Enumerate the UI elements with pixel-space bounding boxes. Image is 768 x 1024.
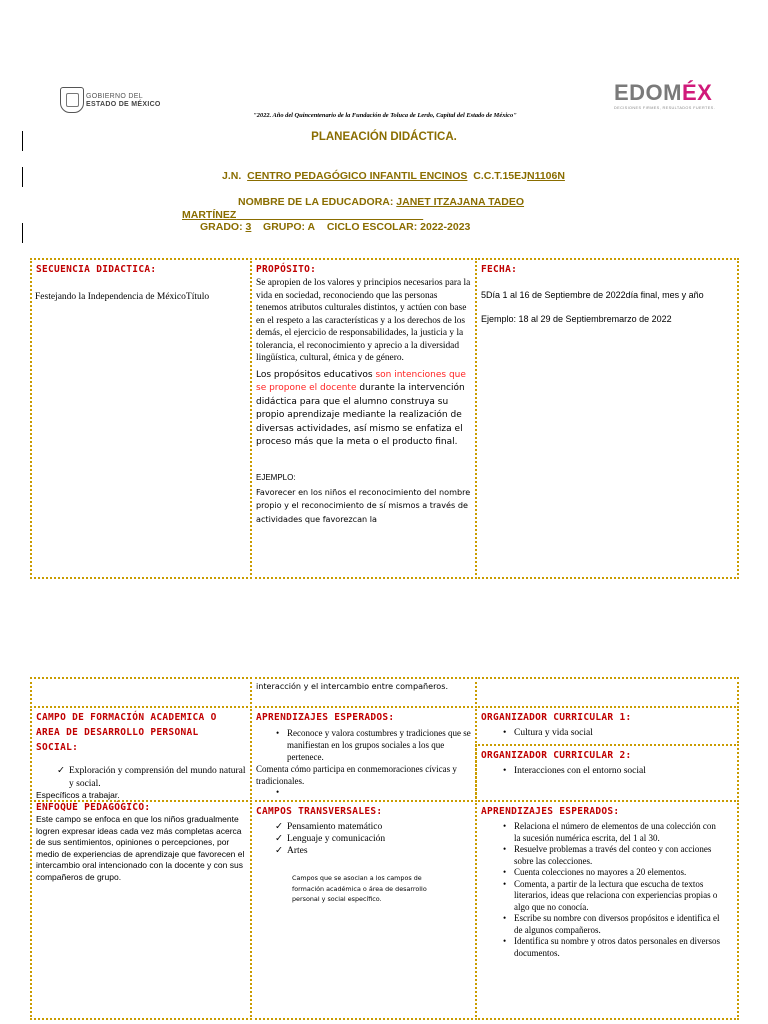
aprendizajes-1-list xyxy=(252,727,475,763)
secuencia-cell xyxy=(30,258,252,579)
transversales-label: CAMPOS TRANSVERSALES: xyxy=(256,806,383,817)
organizador-1-list xyxy=(477,727,737,740)
aprendizajes-2-list xyxy=(477,821,737,959)
proposito-note: Los propósitos educativos son intenciones que se propone el docente durante la intervención didáctica para que el alumno construya su propio aprendizaje mediante la realización de diversas actividades, así mismo se enfatiza el proceso más que la meta o el producto final. xyxy=(256,369,466,447)
list-item: • Identifica su nombre y otros datos personales en diversos documentos. xyxy=(501,936,723,959)
campo-cell xyxy=(30,706,252,802)
list-item: • Relaciona el número de elementos de una colección con la sucesión numérica escrita, del 1 al 30. xyxy=(501,821,723,844)
campo-list xyxy=(32,757,250,790)
list-item: • Cultura y vida social xyxy=(501,727,733,740)
educator-line: NOMBRE DE LA EDUCADORA: JANET ITZAJANA TADEO xyxy=(238,196,525,208)
especificos-text: Específicos a trabajar. xyxy=(36,790,120,800)
grade-line: GRADO: 3 GRUPO: A CICLO ESCOLAR: 2022-2023 xyxy=(200,221,471,233)
secuencia-label: SECUENCIA DIDACTICA: xyxy=(36,264,157,275)
ejemplo-label: EJEMPLO: xyxy=(256,472,296,482)
margin-bar xyxy=(22,223,23,243)
list-item: • Escribe su nombre con diversos propósitos e identifica el de algunos compañeros. xyxy=(501,913,723,936)
gov-edomex-logo xyxy=(60,87,180,115)
aprendizajes-1-extra: Comenta cómo participa en conmemoraciones cívicas y tradicionales. xyxy=(256,764,457,786)
educator-name: JANET ITZAJANA TADEO xyxy=(396,196,525,208)
campo-label: CAMPO DE FORMACIÓN ACADEMICA O AREA DE DESARROLLO PERSONAL SOCIAL: xyxy=(36,712,217,753)
gov-logo-text: GOBIERNO DEL ESTADO DE MÉXICO xyxy=(86,93,161,108)
list-item: • Resuelve problemas a través del conteo y con acciones sobre las colecciones. xyxy=(501,844,723,867)
empty-cell xyxy=(30,677,252,708)
list-item: • Cuenta colecciones no mayores a 20 elementos. xyxy=(501,867,723,879)
transversales-cell xyxy=(250,800,477,1020)
edomex-logo: EDOMÉX DECISIONES FIRMES, RESULTADOS FUERTES. xyxy=(614,80,716,110)
list-item: ✓ Artes xyxy=(274,845,475,857)
organizador-2-list xyxy=(477,765,737,778)
educator-line-2: MARTÍNEZ________________________________ xyxy=(182,209,424,221)
fecha-cell xyxy=(475,258,739,579)
proposito-cell xyxy=(250,258,477,579)
organizador-1-cell xyxy=(475,706,739,746)
list-item: • Interacciones con el entorno social xyxy=(501,765,733,778)
secuencia-value: Festejando la Independencia de MéxicoTítulo xyxy=(35,292,210,302)
organizador-1-label: ORGANIZADOR CURRICULAR 1: xyxy=(481,712,632,723)
list-item: • Comenta, a partir de la lectura que escucha de textos literarios, ideas que relaciona con experiencias propias o algo que no conocía. xyxy=(501,879,723,914)
list-item: ✓ Exploración y comprensión del mundo natural y social. xyxy=(56,765,250,790)
continuation-text: interacción y el intercambio entre compañeros. xyxy=(256,681,449,691)
list-item: • Reconoce y valora costumbres y tradiciones que se manifiestan en los grupos sociales a los que pertenece. xyxy=(274,727,471,763)
empty-cell xyxy=(475,677,739,708)
proposito-text: Se apropien de los valores y principios necesarios para la vida en sociedad, reconociendo que las personas tenemos atributos culturales distintos, y actúen con base en el respeto a las características y a los derechos de los demás, el ejercicio de responsabilidades, la justicia y la tolerancia, el reconocimiento y aprecio a la diversidad lingüística, cultural, étnica y de género. xyxy=(256,278,471,363)
list-item: ✓ Pensamiento matemático xyxy=(274,821,475,833)
fecha-label: FECHA: xyxy=(481,264,518,275)
margin-bar xyxy=(22,167,23,187)
list-item: ✓ Lenguaje y comunicación xyxy=(274,833,475,845)
aprendizajes-1-cell xyxy=(250,706,477,802)
year-motto: "2022. Año del Quincentenario de la Fundación de Toluca de Lerdo, Capital del Estado de México" xyxy=(253,112,517,119)
organizador-2-cell xyxy=(475,744,739,802)
aprendizajes-2-cell xyxy=(475,800,739,1020)
organizador-2-label: ORGANIZADOR CURRICULAR 2: xyxy=(481,750,632,761)
fecha-value: 5Día 1 al 16 de Septiembre de 2022día final, mes y año xyxy=(481,290,704,300)
enfoque-cell xyxy=(30,800,252,1020)
state-shield-icon xyxy=(60,87,84,113)
continuation-cell xyxy=(250,677,477,708)
page-title: PLANEACIÓN DIDÁCTICA. xyxy=(311,131,457,143)
enfoque-text: Este campo se enfoca en que los niños gradualmente logren expresar ideas cada vez más completas acerca de sus sentimientos, opiniones o percepciones, por medio de experiencias de aprendizaje que favorecen el intercambio oral intencionado con la docente y con sus compañeros de grupo. xyxy=(36,814,245,882)
enfoque-label: ENFOQUE PEDAGÓGICO: xyxy=(36,802,151,813)
school-line: J.N. CENTRO PEDAGÓGICO INFANTIL ENCINOS C.C.T.15EJN1106N xyxy=(222,170,565,182)
aprendizajes-1-label: APRENDIZAJES ESPERADOS: xyxy=(256,712,395,723)
fecha-example: Ejemplo: 18 al 29 de Septiembremarzo de 2022 xyxy=(481,314,672,324)
proposito-label: PROPÓSITO: xyxy=(256,264,317,275)
transversales-list xyxy=(252,821,475,857)
ejemplo-text: Favorecer en los niños el reconocimiento del nombre propio y el reconocimiento de sí mismos a través de actividades que favorezcan la xyxy=(256,486,471,524)
transversales-note: Campos que se asocian a los campos de formación académica o área de desarrollo personal y social específico. xyxy=(292,874,427,903)
aprendizajes-2-label: APRENDIZAJES ESPERADOS: xyxy=(481,806,620,817)
school-name: CENTRO PEDAGÓGICO INFANTIL ENCINOS xyxy=(247,170,468,182)
